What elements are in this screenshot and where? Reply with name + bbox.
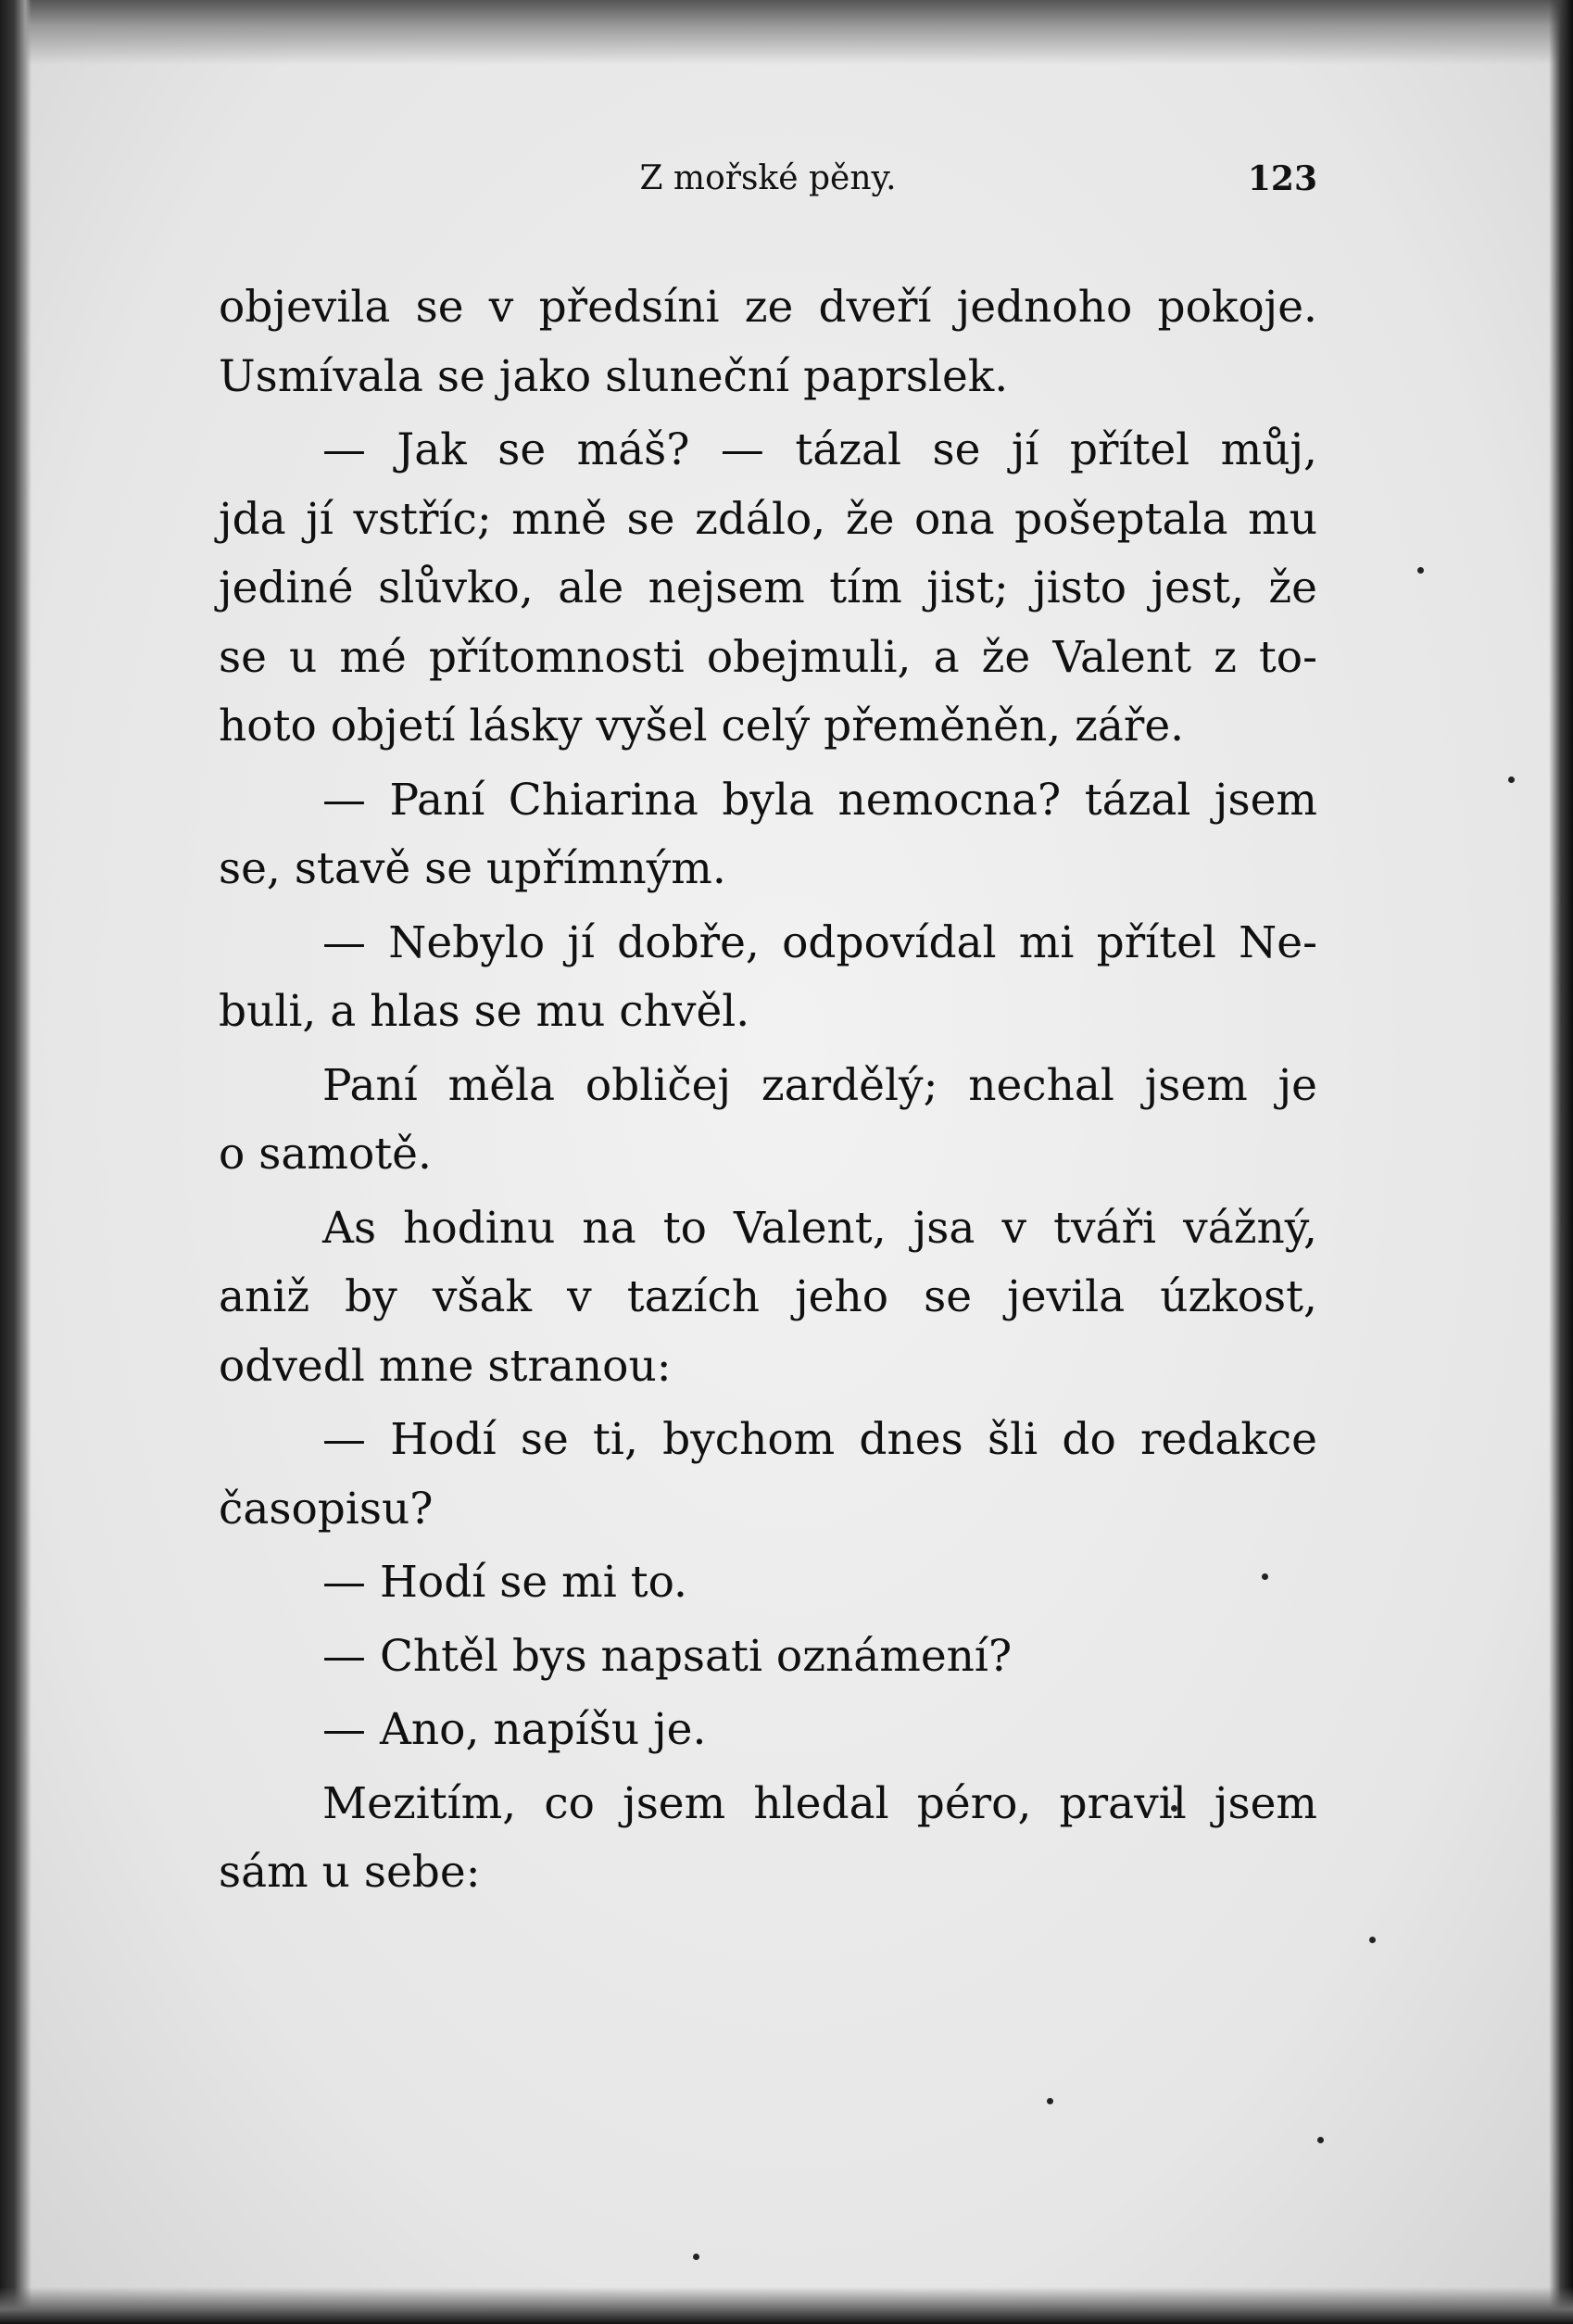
paragraph: [219, 909, 1317, 1047]
text-line: Usmívala se jako sluneční paprslek.: [219, 350, 1009, 402]
text-line: sám u sebe:: [219, 1847, 481, 1898]
scan-speck: [693, 2254, 699, 2260]
text-line: buli, a hlas se mu chvěl.: [219, 986, 750, 1037]
paragraph: [219, 416, 1317, 762]
text-line: o samotě.: [219, 1129, 432, 1180]
text-line: — Nebylo jí dobře, odpovídal mi přítel Ne-: [322, 916, 1317, 968]
paragraph: [219, 1696, 1317, 1765]
paragraph: [219, 1052, 1317, 1190]
scan-speck: [1417, 567, 1424, 574]
paragraph: [219, 1406, 1317, 1544]
scan-edge-right: [1549, 0, 1573, 2324]
page-body-text: [219, 273, 1317, 1913]
text-line: — Paní Chiarina byla nemocna? tázal jsem: [322, 774, 1317, 826]
scan-speck: [1317, 2137, 1324, 2143]
paragraph: [219, 1548, 1317, 1618]
paragraph: [219, 1623, 1317, 1692]
text-line: Mezitím, co jsem hledal péro, pravil jsem: [322, 1777, 1317, 1829]
text-line: odvedl mne stranou:: [219, 1340, 672, 1392]
text-line: jda jí vstříc; mně se zdálo, že ona pošeptala mu: [219, 493, 1317, 545]
scan-speck: [1508, 777, 1515, 783]
running-title: Z mořské pěny.: [639, 159, 897, 197]
paragraph: [219, 273, 1317, 411]
scan-edge-left: [0, 0, 31, 2324]
text-line: se u mé přítomnosti obejmuli, a že Valent z to-: [219, 631, 1317, 683]
text-line: jediné slůvko, ale nejsem tím jist; jisto jest, že: [219, 562, 1317, 613]
text-line: časopisu?: [219, 1483, 434, 1535]
text-line: hoto objetí lásky vyšel celý přeměněn, záře.: [219, 701, 1185, 752]
text-line: — Ano, napíšu je.: [322, 1704, 707, 1755]
paragraph: [219, 1770, 1317, 1908]
text-line: se, stavě se upřímným.: [219, 843, 726, 894]
text-line: aniž by však v tazích jeho se jevila úzkost,: [219, 1271, 1317, 1322]
scan-speck: [1369, 1937, 1376, 1943]
page-header: [219, 159, 1317, 206]
text-line: Paní měla obličej zardělý; nechal jsem je: [322, 1059, 1317, 1111]
text-line: — Chtěl bys napsati oznámení?: [322, 1630, 1013, 1682]
text-line: objevila se v předsíni ze dveří jednoho pokoje.: [219, 282, 1317, 333]
scan-edge-bottom: [0, 2287, 1573, 2324]
page-number: 123: [1247, 159, 1317, 198]
text-line: — Jak se máš? — tázal se jí přítel můj,: [322, 424, 1317, 475]
text-line: — Hodí se mi to.: [322, 1557, 687, 1608]
paragraph: [219, 766, 1317, 904]
scan-edge-top: [0, 0, 1573, 65]
scan-speck: [1047, 2098, 1053, 2104]
text-line: As hodinu na to Valent, jsa v tváři vážný,: [322, 1202, 1317, 1254]
text-line: — Hodí se ti, bychom dnes šli do redakce: [322, 1414, 1317, 1465]
paragraph: [219, 1194, 1317, 1402]
